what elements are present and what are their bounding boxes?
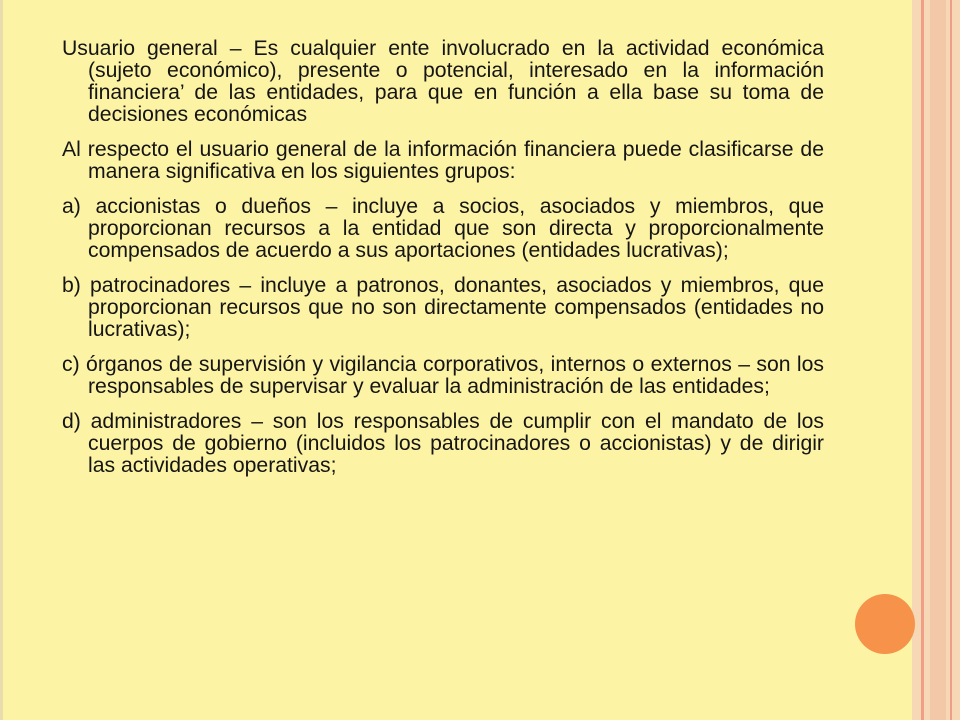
group-b-paragraph: b) patrocinadores – incluye a patronos, donantes, asociados y miembros, que proporcionan recursos que no son directamente compensados (entidades no lucrativas); <box>62 274 824 341</box>
left-edge-line <box>0 0 3 720</box>
definition-text: – Es cualquier ente involucrado en la actividad económica (sujeto económico), presente o potencial, interesado en la información financiera’ de las entidades, para que en función a ella base su toma de decisiones económicas <box>88 37 824 126</box>
slide-body <box>62 38 824 490</box>
group-d-paragraph: d) administradores – son los responsables de cumplir con el mandato de los cuerpos de gobierno (incluidos los patrocinadores o accionistas) y de dirigir las actividades operativas; <box>62 410 824 477</box>
right-stripe-line-outer <box>950 0 952 720</box>
right-stripe-band <box>930 0 946 720</box>
intro-paragraph: Al respecto el usuario general de la información financiera puede clasificarse de manera significativa en los siguientes grupos: <box>62 138 824 183</box>
group-a-paragraph: a) accionistas o dueños – incluye a socios, asociados y miembros, que proporcionan recursos a la entidad que son directa y proporcionalmente compensados de acuerdo a sus aportaciones (entidades lucrativas); <box>62 195 824 262</box>
orange-circle-decoration <box>855 594 915 654</box>
definition-paragraph <box>62 38 824 126</box>
right-stripe-line-inner <box>921 0 924 720</box>
group-c-paragraph: c) órganos de supervisión y vigilancia corporativos, internos o externos – son los responsables de supervisar y evaluar la administración de las entidades; <box>62 353 824 398</box>
definition-term: Usuario general <box>62 37 218 60</box>
